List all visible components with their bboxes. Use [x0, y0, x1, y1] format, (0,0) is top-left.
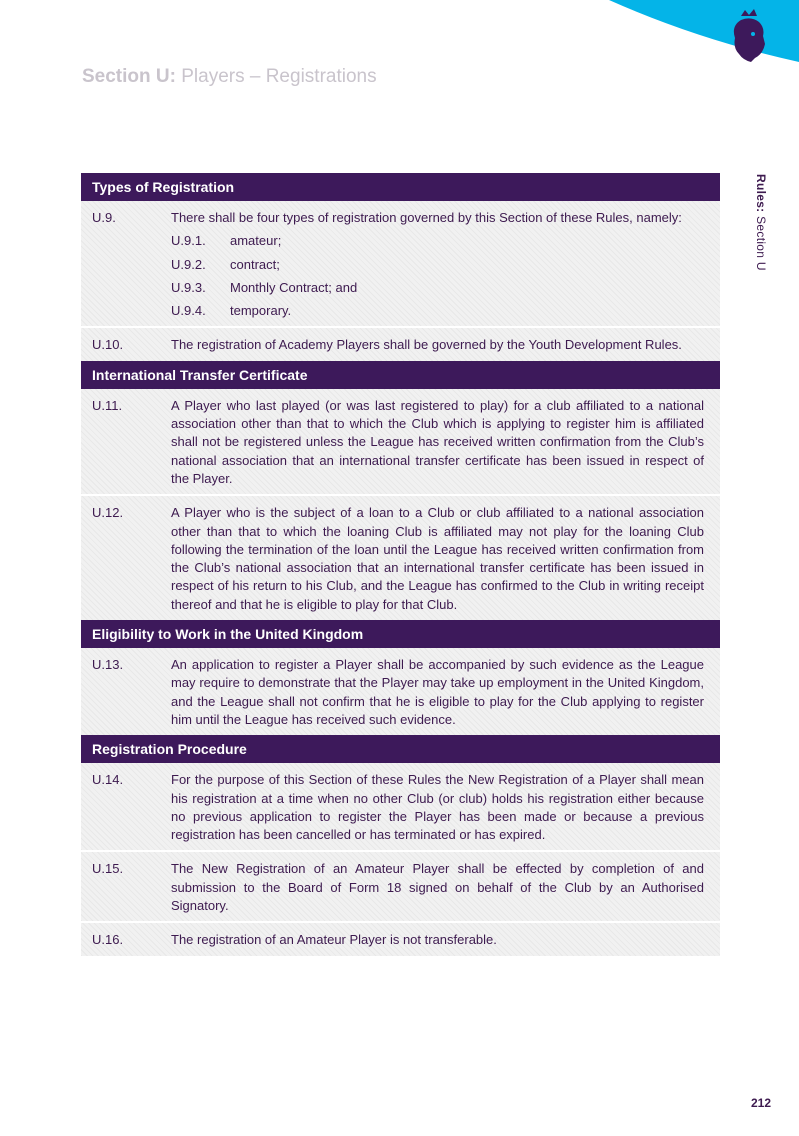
rule-text: The registration of an Amateur Player is not transferable. — [171, 932, 497, 948]
sub-rule-number: U.9.2. — [171, 256, 206, 272]
rule-row — [81, 389, 720, 494]
rule-text: The New Registration of an Amateur Player shall be effected by completion of and submission to the Board of Form 18 signed on behalf of the Club by an Authorised Signatory. — [171, 861, 704, 914]
rule-number: U.11. — [92, 397, 123, 413]
rule-text: For the purpose of this Section of these Rules the New Registration of a Player shall mean his registration at a time when no other Club (or club) holds his registration either because no previous application to register the Player has been made or because a previous registration has been cancelled or has terminated or has expired. — [171, 772, 704, 843]
rule-row — [81, 326, 720, 360]
section-heading: Eligibility to Work in the United Kingdom — [81, 620, 720, 648]
sub-rule-text: temporary. — [230, 303, 292, 319]
sub-rule-text: contract; — [230, 256, 280, 272]
sub-rule-text: amateur; — [230, 233, 282, 249]
rule-number: U.9. — [92, 210, 116, 225]
section-heading: Registration Procedure — [81, 735, 720, 763]
section-heading: International Transfer Certificate — [81, 361, 720, 389]
rule-text: The registration of Academy Players shall be governed by the Youth Development Rules. — [171, 337, 682, 353]
sub-rule — [171, 279, 704, 297]
rules-table — [81, 173, 720, 956]
sub-rule-text: Monthly Contract; and — [230, 279, 358, 295]
sub-rule — [171, 232, 704, 250]
page-title: Section U: Players – Registrations — [82, 66, 377, 87]
sub-rule-number: U.9.3. — [171, 279, 206, 295]
sub-rule-number: U.9.1. — [171, 233, 206, 249]
rule-text: A Player who last played (or was last registered to play) for a club affiliated to a national association other than that to which the Club which is applying to register him is affiliated shall not be registered unless the League has received written confirmation from the Club’s national association that an international transfer certificate has been issued in respect of the Player. — [171, 397, 704, 486]
rule-number: U.13. — [92, 657, 124, 673]
page-number: 212 — [750, 1096, 771, 1110]
rule-row — [81, 648, 720, 735]
rule-text: There shall be four types of registration governed by this Section of these Rules, namely: — [171, 210, 682, 225]
rule-number: U.15. — [92, 861, 124, 877]
corner-decoration — [579, 0, 799, 90]
rule-row — [81, 494, 720, 620]
rule-row — [81, 921, 720, 955]
side-rules-label: Rules: Section U — [754, 174, 768, 271]
sub-rule-number: U.9.4. — [171, 303, 206, 319]
rule-number: U.14. — [92, 772, 124, 788]
sub-rule — [171, 302, 704, 320]
rule-number: U.12. — [92, 505, 124, 521]
rule-text: An application to register a Player shall be accompanied by such evidence as the League may require to demonstrate that the Player may take up employment in the United Kingdom, and the League shall not confirm that he is eligible to play for the Club applying to register him until the League has received such evidence. — [171, 657, 704, 727]
section-heading: Types of Registration — [81, 173, 720, 201]
rule-text: A Player who is the subject of a loan to a Club or club affiliated to a national association other than that to which the loaning Club is affiliated may not play for the loaning Club following the termination of the loan until the League has received written confirmation from the Club’s national association that an international transfer certificate has been issued in respect of his return to his Club, and the League has confirmed to the Club in writing receipt thereof and that he is eligible to play for that Club. — [171, 505, 704, 612]
rule-row — [81, 763, 720, 850]
rule-number: U.16. — [92, 932, 124, 948]
sub-rule — [171, 256, 704, 274]
rule-row — [81, 201, 720, 326]
rule-row — [81, 850, 720, 921]
rule-number: U.10. — [92, 337, 124, 353]
